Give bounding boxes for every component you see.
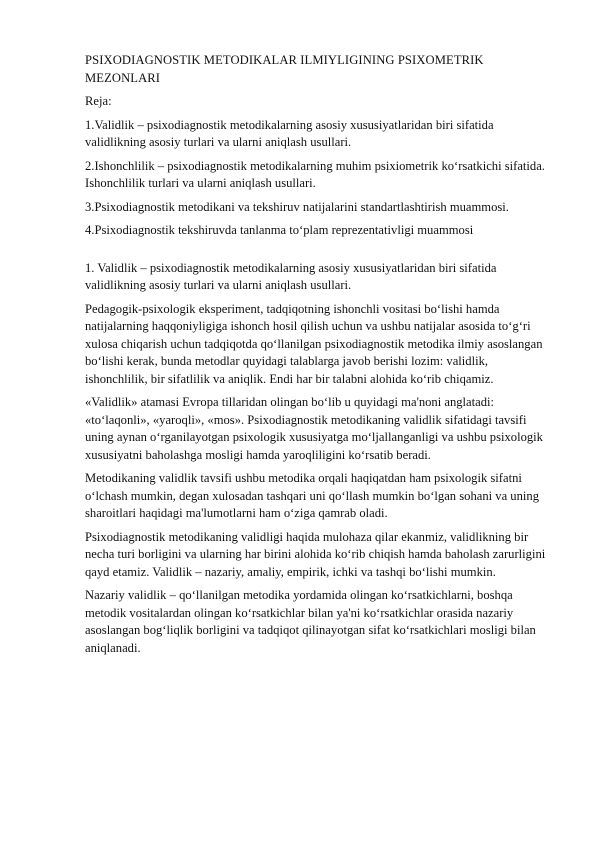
body-paragraph: Psixodiagnostik metodikaning validligi haqida mulohaza qilar ekanmiz, validlikning bir necha turi borligini va ularning har birini alohida ko‘rib chiqish hamda baholash zarurligini qayd etamiz. Validlik – nazariy, amaliy, empirik, ichki va tashqi bo‘lishi mumkin. (85, 529, 546, 579)
plan-item: 4.Psixodiagnostik tekshiruvda tanlanma to‘plam reprezentativligi muammosi (85, 223, 474, 237)
plan-item: 3.Psixodiagnostik metodikani va tekshiruv natijalarini standartlashtirish muammosi. (85, 199, 509, 214)
document-page (85, 52, 553, 663)
plan-item: 1.Validlik – psixodiagnostik metodikalarning asosiy xususiyatlaridan biri sifatida validlikning asosiy turlari va ularni aniqlash usullari. (85, 117, 494, 149)
plan-item: 2.Ishonchlilik – psixodiagnostik metodikalarning muhim psixiometrik ko‘rsatkichi sifatida. Ishonchlilik turlari va ularni aniqlash usullari. (85, 158, 545, 190)
section-heading: 1. Validlik – psixodiagnostik metodikalarning asosiy xususiyatlaridan biri sifatida validlikning asosiy turlari va ularni aniqlash usullari. (85, 260, 497, 292)
document-title: PSIXODIAGNOSTIK METODIKALAR ILMIYLIGINING PSIXOMETRIK MEZONLARI (85, 53, 484, 85)
body-paragraph: Metodikaning validlik tavsifi ushbu metodika orqali haqiqatdan ham psixologik sifatni o‘lchash mumkin, degan xulosadan tashqari uni qo‘llash mumkin bo‘lgan sohani va uning sharoitlari haqidagi ma'lumotlarni ham o‘ziga qamrab oladi. (85, 471, 539, 520)
body-paragraph: Nazariy validlik – qo‘llanilgan metodika yordamida olingan ko‘rsatkichlarni, boshqa metodik vositalardan olingan ko‘rsatkichlar bilan ya'ni ko‘rsatkichlar orasida nazariy asoslangan bog‘liqlik borligini va tadqiqot qilinayotgan sifat ko‘rsatkichlari mosligi bilan aniqlanadi. (85, 588, 536, 655)
body-paragraph: Pedagogik-psixologik eksperiment, tadqiqotning ishonchli vositasi bo‘lishi hamda natijalarning haqqoniyligiga ishonch hosil qilish uchun va ushbu natijalar asosida to‘g‘ri xulosa chiqarish uchun tadqiqotda qo‘llanilgan psixodiagnostik metodika ilmiy asoslangan bo‘lishi kerak, bunda metodlar quyidagi talablarga javob berishi lozim: validlik, ishonchlilik, bir sifatlilik va aniqlik. Endi har bir talabni alohida ko‘rib chiqamiz. (85, 301, 543, 386)
section-spacer (85, 246, 553, 260)
plan-label: Reja: (85, 94, 112, 108)
body-paragraph: «Validlik» atamasi Evropa tillaridan olingan bo‘lib u quyidagi ma'noni anglatadi: «to‘laqonli», «yaroqli», «mos». Psixodiagnostik metodikaning validlik sifatidagi tavsifi uning aynan o‘rganilayotgan psixologik xususiyatga mo‘ljallanganligi va ushbu psixologik xususiyatni baholashga mosligi hamda yaroqliligini ko‘rsatib beradi. (85, 395, 543, 462)
